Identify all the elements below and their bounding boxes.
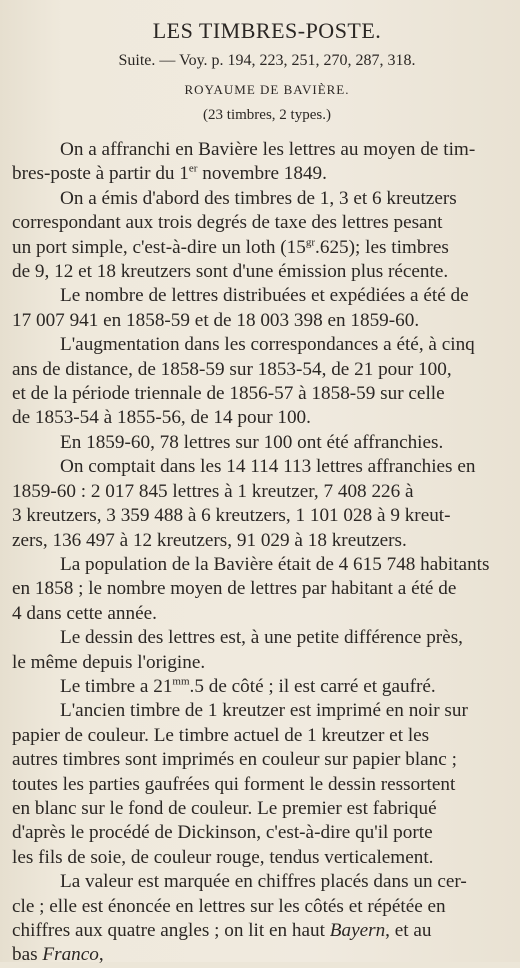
text-line: Le timbre a $21^{mm}.5$ de côté ; il est carré et gaufré. [60, 675, 436, 697]
text-line: En 1859-60, 78 lettres sur 100 ont été affranchies. [60, 431, 444, 453]
text-line: La population de la Bavière était de 4 615 748 habitants [60, 553, 490, 575]
text-line: 1859-60 : 2 017 845 lettres à 1 kreutzer, 7 408 226 à [12, 480, 414, 502]
text-line: zers, 136 497 à 12 kreutzers, 91 029 à 18 kreutzers. [12, 529, 407, 551]
text-line: Le nombre de lettres distribuées et expédiées a été de [60, 285, 469, 307]
text-line: correspondant aux trois degrés de taxe des lettres pesant [12, 212, 443, 234]
text-line: toutes les parties gaufrées qui forment le dessin ressortent [12, 773, 456, 795]
text-line: et de la période triennale de 1856-57 à 1858-59 sur celle [12, 383, 445, 405]
text-line: papier de couleur. Le timbre actuel de 1 kreutzer et les [12, 724, 430, 746]
stamp-count: (23 timbres, 2 types.) [203, 107, 331, 123]
text-line: d'après le procédé de Dickinson, c'est-à-dire qu'il porte [12, 822, 433, 844]
text-line: en blanc sur le fond de couleur. Le premier est fabriqué [12, 797, 437, 819]
text-line: 17 007 941 en 1858-59 et de 18 003 398 en 1859-60. [12, 309, 420, 331]
text-line: On a affranchi en Bavière les lettres au moyen de tim- [60, 139, 476, 160]
text-line: en 1858 ; le nombre moyen de lettres par habitant a été de [12, 578, 457, 600]
text-line: les fils de soie, de couleur rouge, tendus verticalement. [12, 846, 434, 868]
text-line: L'ancien timbre de 1 kreutzer est imprimé en noir sur [60, 700, 468, 722]
text-line: cle ; elle est énoncée en lettres sur les côtés et répétée en [12, 895, 446, 917]
suite-reference: Suite. — Voy. p. 194, 223, 251, 270, 287, 318. [118, 52, 416, 69]
page-title: LES TIMBRES-POSTE. [152, 18, 382, 43]
section-heading: ROYAUME DE BAVIÈRE. [184, 82, 350, 97]
text-line: ans de distance, de 1858-59 sur 1853-54, de 21 pour 100, [12, 358, 452, 380]
text-line: autres timbres sont imprimés en couleur sur papier blanc ; [12, 749, 457, 771]
text-line: de 9, 12 et 18 kreutzers sont d'une émission plus récente. [12, 261, 449, 283]
text-line: bres-poste à partir du 1er novembre 1849. [12, 163, 327, 185]
text-line: de 1853-54 à 1855-56, de 14 pour 100. [12, 407, 311, 429]
text-line: Le dessin des lettres est, à une petite différence près, [60, 627, 463, 649]
text-line: L'augmentation dans les correspondances a été, à cinq [60, 334, 475, 356]
text-line: chiffres aux quatre angles ; on lit en haut Bayern, et au [12, 920, 432, 941]
text-line: un port simple, c'est-à-dire un loth $(15^{gr}.625)$; les timbres [12, 236, 449, 258]
text-line: bas Franco, [12, 944, 104, 966]
text-line: 4 dans cette année. [12, 602, 157, 624]
text-line: La valeur est marquée en chiffres placés dans un cer- [60, 871, 467, 893]
article-body [12, 138, 502, 968]
text-line: On a émis d'abord des timbres de 1, 3 et 6 kreutzers [60, 187, 457, 209]
text-line: 3 kreutzers, 3 359 488 à 6 kreutzers, 1 101 028 à 9 kreut- [12, 505, 451, 527]
text-line: On comptait dans les 14 114 113 lettres affranchies en [60, 456, 476, 478]
text-line: le même depuis l'origine. [12, 651, 206, 673]
